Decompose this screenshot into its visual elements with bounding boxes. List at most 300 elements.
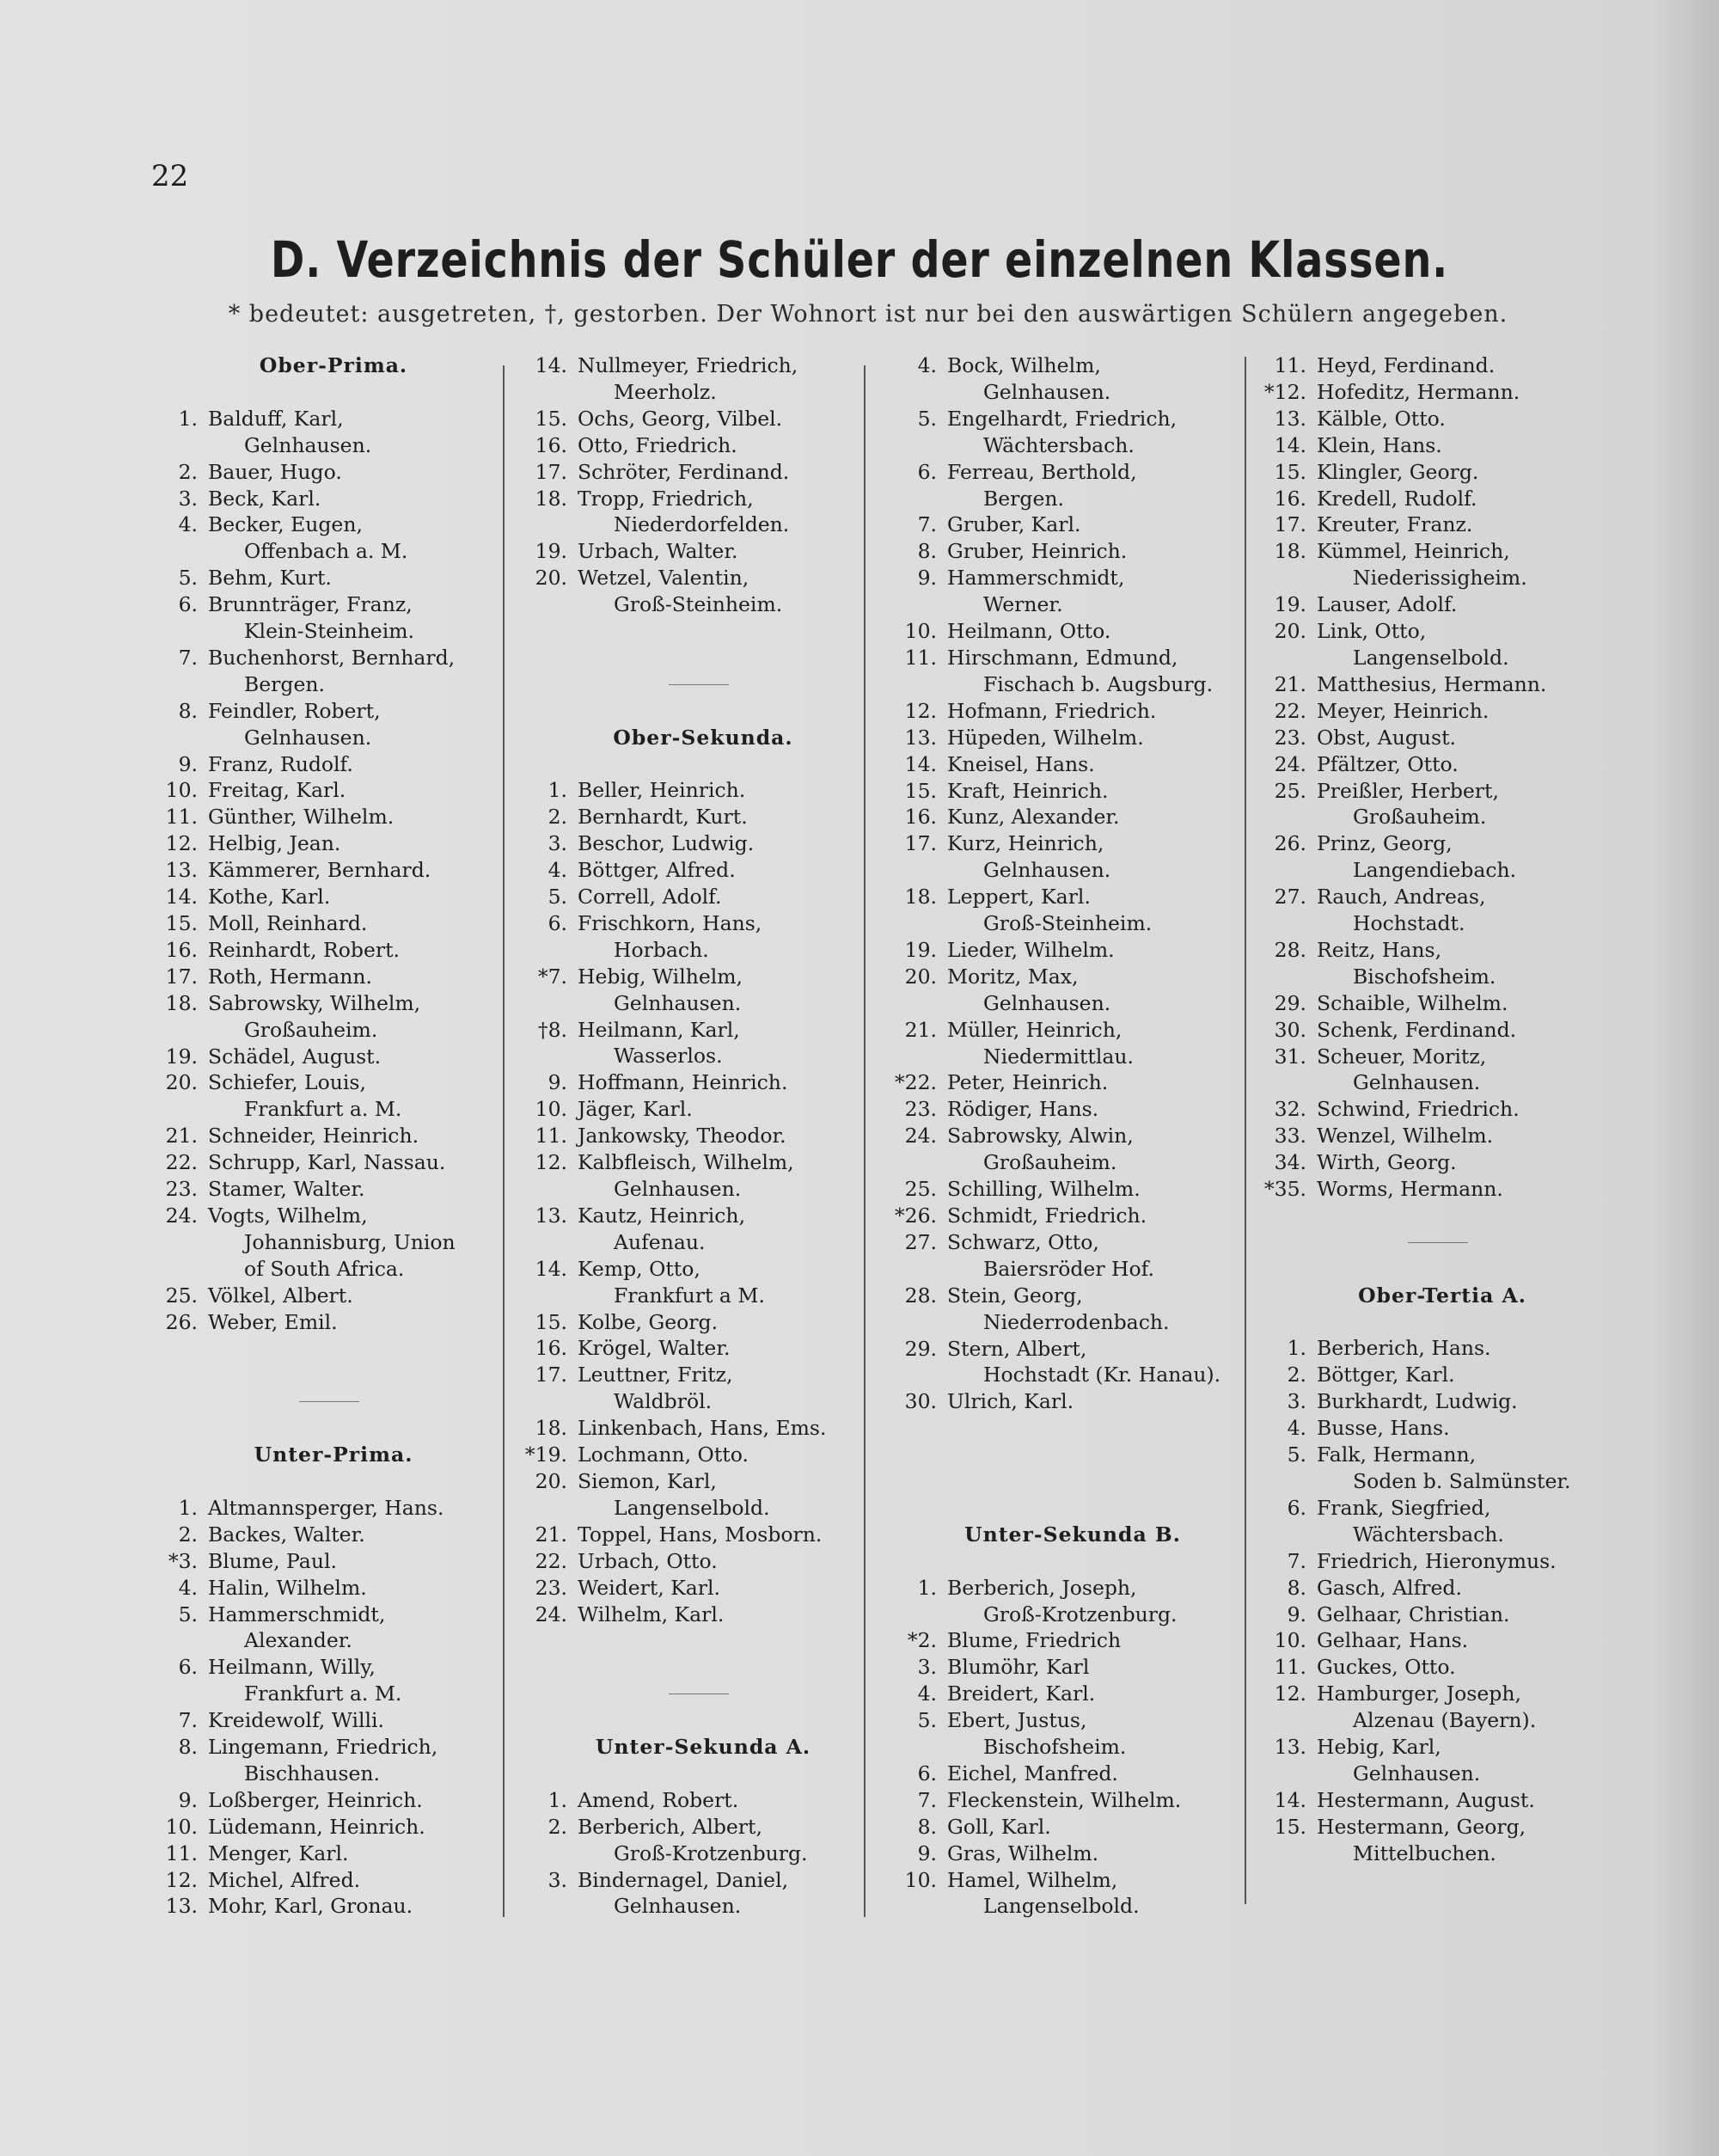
student-entry [144,964,488,990]
student-name: Gruber, Karl. [947,512,1081,537]
student-residence: Alzenau (Bayern). [1353,1708,1537,1733]
student-name: Michel, Alfred. [208,1867,361,1892]
student-entry [884,1229,1227,1256]
student-name: Kraft, Heinrich. [947,778,1109,803]
student-number: 7. [178,645,198,670]
student-entry [1253,352,1597,379]
spacer [884,1495,1227,1522]
student-name: Kreuter, Franz. [1317,512,1473,537]
student-name: Klein, Hans. [1317,432,1442,457]
student-number: 1. [178,1495,198,1520]
student-entry [144,511,488,538]
student-number: 18. [165,990,198,1015]
student-residence: of South Africa. [244,1256,405,1281]
student-residence: Gelnhausen. [1353,1761,1481,1785]
student-name: Schaible, Wilhelm. [1317,990,1508,1015]
student-entry [514,884,858,910]
student-name: Lochmann, Otto. [578,1442,749,1467]
student-name: Rödiger, Hans. [947,1097,1099,1122]
student-entry [884,1761,1227,1787]
student-number: 30. [904,1389,937,1414]
student-residence: Bergen. [244,671,325,696]
student-number: 23. [904,1097,937,1122]
class-heading: Unter-Sekunda A. [595,1734,811,1759]
student-residence: Niedermittlau. [983,1044,1134,1069]
student-number: 3. [917,1655,937,1680]
student-entry [144,1283,488,1309]
student-number: 26. [165,1309,198,1334]
student-number: 17. [904,831,937,856]
student-entry [144,1495,488,1522]
student-name: Berberich, Albert, [578,1814,762,1839]
section-separator [514,671,858,698]
student-residence: Wächtersbach. [1353,1522,1504,1547]
student-name: Lüdemann, Heinrich. [208,1814,425,1839]
student-name: Prinz, Georg, [1317,831,1453,856]
student-name: Leppert, Karl. [947,885,1091,910]
student-entry [884,1627,1227,1654]
student-entry [514,1787,858,1814]
student-name: Breidert, Karl. [947,1681,1096,1706]
student-entry [1253,1787,1597,1814]
student-entry [144,1149,488,1176]
student-number: *35. [1263,1177,1306,1202]
student-number: 18. [535,486,567,511]
student-number: *12. [1263,379,1306,404]
student-number: 25. [1274,778,1306,803]
student-entry [1253,406,1597,432]
spacer [514,1627,858,1654]
student-residence: Fischach b. Augsburg. [983,671,1214,696]
student-number: 12. [1274,1681,1306,1706]
spacer [1253,1309,1597,1336]
spacer [514,1654,858,1681]
student-entry [144,486,488,512]
student-name: Gruber, Heinrich. [947,539,1128,564]
student-number: 10. [904,619,937,644]
student-name: Falk, Hermann, [1317,1442,1477,1467]
student-number: 10. [165,1814,198,1839]
student-number: *7. [537,964,567,989]
student-entry [1253,1602,1597,1628]
student-number: 13. [904,725,937,750]
student-name: Weber, Emil. [208,1309,338,1334]
student-name: Loßberger, Heinrich. [208,1787,423,1812]
student-name: Bernhardt, Kurt. [578,805,748,830]
student-entry [144,1203,488,1229]
student-number: †8. [537,1017,567,1042]
student-number: 15. [1274,1814,1306,1839]
student-number: 23. [535,1575,567,1600]
student-name: Moll, Reinhard. [208,911,368,936]
student-residence: Bischofsheim. [983,1735,1127,1760]
student-entry [514,1309,858,1336]
student-entry [514,1096,858,1123]
student-entry [514,459,858,486]
student-name: Mohr, Karl, Gronau. [208,1894,413,1919]
student-residence: Gelnhausen. [983,990,1111,1015]
class-heading: Unter-Sekunda B. [964,1522,1181,1547]
student-entry [1253,459,1597,486]
student-residence: Gelnhausen. [983,858,1111,883]
student-entry [884,884,1227,910]
student-residence: Frankfurt a M. [614,1283,765,1308]
student-entry [514,964,858,990]
student-entry [884,751,1227,778]
student-number: 1. [1287,1336,1306,1361]
student-entry [144,1548,488,1575]
student-number: 34. [1274,1150,1306,1175]
student-number: 4. [1287,1416,1306,1441]
student-entry [884,1388,1227,1415]
student-name: Böttger, Alfred. [578,858,736,883]
spacer [144,1362,488,1388]
student-entry [144,884,488,910]
student-residence: Langenselbold. [1353,645,1509,670]
student-entry [1253,1654,1597,1681]
student-name: Klingler, Georg. [1317,459,1479,484]
student-name: Gras, Wilhelm. [947,1841,1099,1865]
student-residence: Niederissigheim. [1353,566,1527,591]
student-name: Kümmel, Heinrich, [1317,539,1510,564]
student-number: 1. [548,1787,567,1812]
student-number: 7. [917,512,937,537]
student-residence: Langendiebach. [1353,858,1517,883]
student-number: 2. [1287,1363,1306,1387]
student-number: 20. [535,566,567,591]
student-name: Stern, Albert, [947,1336,1087,1361]
student-entry [514,1203,858,1229]
student-number: 16. [535,1336,567,1361]
student-number: 1. [917,1575,937,1600]
student-name: Schenk, Ferdinand. [1317,1017,1517,1042]
student-entry [884,778,1227,805]
student-residence: Großauheim. [244,1017,378,1042]
page-title: D. Verzeichnis der Schüler der einzelnen Klassen. [270,230,1449,289]
student-name: Kothe, Karl. [208,885,331,910]
student-number: 16. [904,805,937,830]
student-number: 17. [165,964,198,989]
student-number: 4. [178,1575,198,1600]
student-entry [144,1176,488,1203]
student-name: Pfältzer, Otto. [1317,751,1459,776]
student-entry [144,937,488,964]
student-name: Hebig, Wilhelm, [578,964,743,989]
student-residence: Gelnhausen. [1353,1070,1481,1095]
student-name: Kautz, Heinrich, [578,1203,746,1228]
spacer [144,1468,488,1495]
student-entry [1253,1388,1597,1415]
student-residence: Gelnhausen. [614,990,742,1015]
student-entry [514,538,858,565]
student-entry [1253,671,1597,698]
student-residence: Frankfurt a. M. [244,1097,402,1122]
student-entry [1253,538,1597,565]
student-number: 11. [165,1841,198,1865]
spacer [144,1415,488,1442]
student-entry [884,1336,1227,1363]
spacer [884,1415,1227,1442]
student-entry [1253,1123,1597,1149]
student-residence: Groß-Krotzenburg. [614,1841,808,1865]
student-number: 22. [535,1548,567,1573]
student-name: Engelhardt, Friedrich, [947,406,1178,431]
student-number: 8. [178,698,198,723]
student-entry [144,1814,488,1841]
student-number: 13. [165,858,198,883]
student-name: Bock, Wilhelm, [947,353,1101,377]
student-entry [514,1123,858,1149]
student-residence: Klein-Steinheim. [244,619,414,644]
student-residence: Wasserlos. [614,1044,723,1069]
student-entry [1253,778,1597,805]
student-name: Backes, Walter. [208,1522,365,1547]
student-number: 2. [178,459,198,484]
student-name: Hoffmann, Heinrich. [578,1070,788,1095]
student-name: Nullmeyer, Friedrich, [578,353,798,377]
column-divider [1245,357,1246,1904]
section-separator [514,1681,858,1707]
section-separator [1253,1229,1597,1256]
student-name: Meyer, Heinrich. [1317,698,1490,723]
student-number: 23. [165,1177,198,1202]
student-number: 9. [917,566,937,591]
student-name: Otto, Friedrich. [578,432,737,457]
student-name: Reinhardt, Robert. [208,937,400,962]
student-residence: Gelnhausen. [244,432,372,457]
student-entry [884,1787,1227,1814]
student-entry [1253,486,1597,512]
student-entry [1253,830,1597,857]
student-residence: Offenbach a. M. [244,539,408,564]
student-entry [514,1548,858,1575]
student-entry [144,406,488,432]
student-number: 10. [1274,1628,1306,1653]
student-number: 14. [904,751,937,776]
student-number: 14. [535,353,567,377]
student-name: Gelhaar, Christian. [1317,1602,1510,1626]
student-entry [514,406,858,432]
student-number: 7. [1287,1548,1306,1573]
student-entry [514,1415,858,1442]
student-name: Günther, Wilhelm. [208,805,395,830]
student-entry [144,1069,488,1096]
student-residence: Werner. [983,592,1063,617]
page-number: 22 [151,159,189,193]
student-name: Krögel, Walter. [578,1336,731,1361]
student-number: 26. [1274,831,1306,856]
student-name: Ochs, Georg, Vilbel. [578,406,783,431]
student-name: Berberich, Joseph, [947,1575,1137,1600]
student-name: Hebig, Karl, [1317,1735,1441,1760]
student-number: 3. [1287,1389,1306,1414]
student-entry [514,1362,858,1388]
student-number: 16. [1274,486,1306,511]
student-entry [144,459,488,486]
student-number: 21. [165,1124,198,1148]
student-number: 24. [1274,751,1306,776]
student-number: 17. [535,1363,567,1387]
student-number: 14. [1274,432,1306,457]
student-number: 14. [1274,1787,1306,1812]
student-name: Toppel, Hans, Mosborn. [578,1522,823,1547]
student-entry [884,618,1227,645]
student-number: 5. [917,1708,937,1733]
student-entry [1253,1096,1597,1123]
student-number: 6. [917,1761,937,1785]
student-name: Schrupp, Karl, Nassau. [208,1150,446,1175]
student-name: Buchenhorst, Bernhard, [208,645,456,670]
student-name: Gasch, Alfred. [1317,1575,1462,1600]
column-2 [514,352,858,1920]
student-entry [144,910,488,937]
student-number: 14. [165,885,198,910]
student-number: 6. [548,910,567,935]
student-name: Altmannsperger, Hans. [208,1495,444,1520]
student-number: 6. [178,592,198,617]
student-number: 20. [535,1468,567,1493]
student-number: 3. [548,831,567,856]
student-entry [1253,432,1597,459]
spacer [1253,1256,1597,1283]
student-name: Weidert, Karl. [578,1575,721,1600]
student-entry [514,857,858,884]
column-divider [503,365,505,1917]
student-entry [144,591,488,618]
student-name: Ebert, Justus, [947,1708,1087,1733]
student-number: 29. [1274,990,1306,1015]
student-entry [884,1841,1227,1867]
student-entry [514,910,858,937]
column-1 [144,352,488,1920]
student-name: Wilhelm, Karl. [578,1602,725,1626]
student-number: 11. [1274,353,1306,377]
student-entry [1253,990,1597,1017]
student-number: 9. [178,751,198,776]
student-entry [1253,1017,1597,1044]
student-name: Wenzel, Wilhelm. [1317,1124,1494,1148]
column-4 [1253,352,1597,1867]
student-name: Amend, Robert. [578,1787,739,1812]
student-name: Schiefer, Louis, [208,1070,366,1095]
student-number: 6. [1287,1495,1306,1520]
student-number: 19. [904,937,937,962]
student-residence: Groß-Krotzenburg. [983,1602,1178,1626]
student-number: 5. [178,566,198,591]
student-entry [514,1017,858,1044]
student-residence: Johannisburg, Union [244,1229,456,1254]
student-number: 27. [1274,885,1306,910]
student-name: Peter, Heinrich. [947,1070,1109,1095]
student-number: 10. [535,1097,567,1122]
student-name: Worms, Hermann. [1317,1177,1503,1202]
student-name: Blume, Friedrich [947,1628,1122,1653]
student-number: 10. [165,778,198,803]
student-name: Schneider, Heinrich. [208,1124,419,1148]
student-name: Hamburger, Joseph, [1317,1681,1521,1706]
student-number: 9. [917,1841,937,1865]
student-number: 12. [904,698,937,723]
student-number: 18. [1274,539,1306,564]
student-name: Blumöhr, Karl [947,1655,1090,1680]
student-number: 15. [535,406,567,431]
student-number: 4. [548,858,567,883]
student-name: Goll, Karl. [947,1814,1051,1839]
student-name: Reitz, Hans, [1317,937,1442,962]
student-name: Kemp, Otto, [578,1256,700,1281]
student-residence: Meerholz. [614,379,717,404]
student-number: 11. [904,645,937,670]
student-number: 8. [917,539,937,564]
student-entry [884,937,1227,964]
student-entry [884,1096,1227,1123]
spacer [514,618,858,645]
student-number: *26. [894,1204,937,1228]
student-entry [144,1044,488,1070]
spacer [884,1468,1227,1495]
student-name: Preißler, Herbert, [1317,778,1499,803]
spacer [144,1336,488,1363]
student-entry [1253,1335,1597,1362]
student-entry [1253,1814,1597,1841]
student-entry [1253,698,1597,725]
student-number: 19. [165,1044,198,1069]
student-entry [884,1123,1227,1149]
student-residence: Langenselbold. [983,1894,1140,1919]
student-entry [514,432,858,459]
student-name: Lingemann, Friedrich, [208,1735,438,1760]
student-entry [144,990,488,1017]
student-number: 21. [535,1522,567,1547]
student-entry [1253,591,1597,618]
student-number: 2. [548,1814,567,1839]
student-entry [144,1734,488,1761]
student-number: 18. [535,1416,567,1441]
student-number: 3. [178,486,198,511]
student-name: Tropp, Friedrich, [578,486,754,511]
student-entry [514,1442,858,1468]
student-number: 12. [165,1867,198,1892]
student-number: 22. [165,1150,198,1175]
student-number: 21. [904,1017,937,1042]
student-number: *19. [524,1442,567,1467]
student-number: 9. [548,1070,567,1095]
student-name: Feindler, Robert, [208,698,381,723]
student-name: Brunnträger, Franz, [208,592,413,617]
student-number: 19. [535,539,567,564]
student-name: Schwind, Friedrich. [1317,1097,1520,1122]
student-name: Urbach, Walter. [578,539,738,564]
student-number: 15. [535,1309,567,1334]
student-number: 9. [178,1787,198,1812]
student-name: Eichel, Manfred. [947,1761,1118,1785]
student-name: Jäger, Karl. [578,1097,693,1122]
student-number: 3. [548,1867,567,1892]
student-entry [884,1707,1227,1734]
student-entry [514,1256,858,1283]
student-number: 18. [904,885,937,910]
student-name: Rauch, Andreas, [1317,885,1486,910]
student-name: Stamer, Walter. [208,1177,365,1202]
student-entry [144,777,488,804]
student-number: 1. [548,778,567,803]
student-name: Linkenbach, Hans, Ems. [578,1416,827,1441]
student-entry [1253,379,1597,406]
student-name: Burkhardt, Ludwig. [1317,1389,1518,1414]
student-name: Kämmerer, Bernhard. [208,858,431,883]
student-entry [884,1069,1227,1096]
student-residence: Hochstadt (Kr. Hanau). [983,1363,1221,1387]
